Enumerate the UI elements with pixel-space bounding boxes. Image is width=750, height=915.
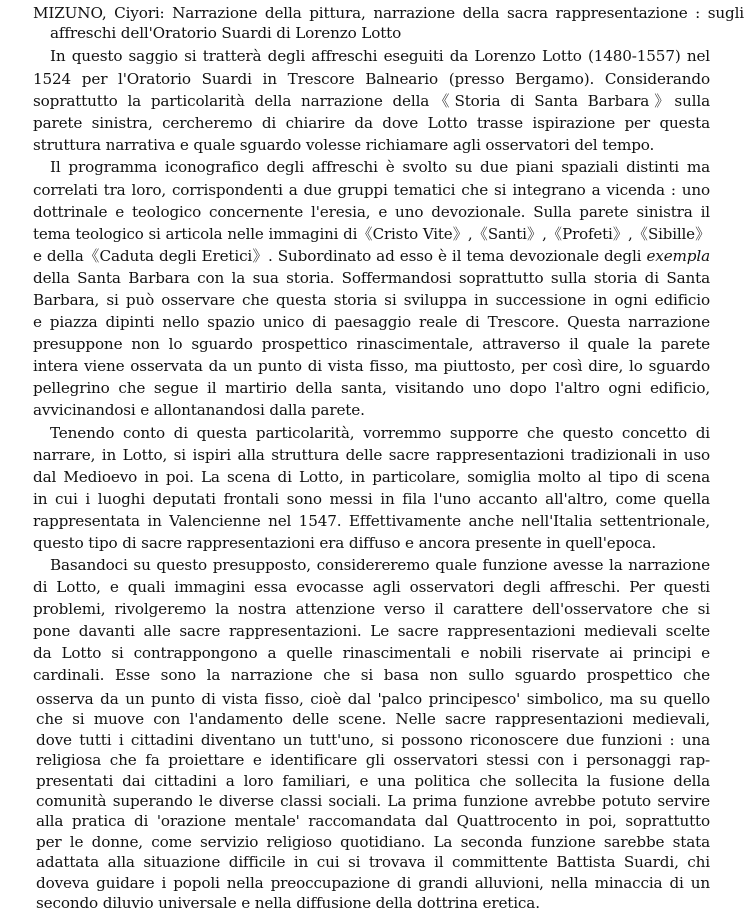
- paragraph-line: adattata alla situazione difficile in cui si trovava il committente Battista Suardi, chi: [36, 853, 710, 871]
- paragraph-line: di Lotto, e quali immagini essa evocasse agli osservatori degli affreschi. Per questi: [33, 578, 710, 596]
- paragraph-line: narrare, in Lotto, si ispiri alla struttura delle sacre rappresentazioni tradizionali in uso: [33, 446, 710, 464]
- paragraph-line: Basandoci su questo presupposto, considereremo quale funzione avesse la narrazione: [50, 556, 710, 574]
- paragraph-line: parete sinistra, cercheremo di chiarire da dove Lotto trasse ispirazione per questa: [33, 114, 710, 132]
- article-title: : Narrazione della pittura, narrazione della sacra rappresentazione : sugli: [159, 4, 744, 22]
- paragraph-line: comunità superando le diverse classi sociali. La prima funzione avrebbe potuto servire: [36, 792, 710, 810]
- paragraph-line: rappresentata in Valencienne nel 1547. Effettivamente anche nell'Italia settentrionale,: [33, 512, 710, 530]
- paragraph-line: doveva guidare i popoli nella preoccupazione di grandi alluvioni, nella minaccia di un: [36, 874, 710, 892]
- paragraph-line: Il programma iconografico degli affreschi è svolto su due piani spaziali distinti ma: [50, 158, 710, 176]
- paragraph-line: [33, 246, 710, 266]
- paragraph-line: in cui i luoghi deputati frontali sono messi in fila l'uno accanto all'altro, come quella: [33, 490, 710, 508]
- paragraph-line: per le donne, come servizio religioso quotidiano. La seconda funzione sarebbe stata: [36, 833, 710, 851]
- paragraph-line: questo tipo di sacre rappresentazioni era diffuso e ancora presente in quell'epoca.: [33, 534, 657, 552]
- paragraph-line: che si muove con l'andamento delle scene. Nelle sacre rappresentazioni medievali,: [36, 710, 710, 728]
- paragraph-line: presentati dai cittadini a loro familiari, e una politica che sollecita la fusione della: [36, 772, 710, 790]
- paragraph-line: correlati tra loro, corrispondenti a due gruppi tematici che si integrano a vicenda : uno: [33, 181, 710, 199]
- paragraph-line: avvicinandosi e allontanandosi dalla parete.: [33, 401, 365, 419]
- paragraph-line: pellegrino che segue il martirio della santa, visitando uno dopo l'altro ogni edificio,: [33, 379, 710, 397]
- paragraph-line: secondo diluvio universale e nella diffusione della dottrina eretica.: [36, 894, 540, 912]
- paragraph-line: da Lotto si contrappongono a quelle rinascimentali e nobili riservate ai principi e: [33, 644, 710, 662]
- paragraph-line: e piazza dipinti nello spazio unico di paesaggio reale di Trescore. Questa narrazione: [33, 313, 710, 331]
- italic-term: exempla: [646, 247, 710, 265]
- paragraph-line: Barbara, si può osservare che questa storia si sviluppa in successione in ogni edificio: [33, 291, 710, 309]
- paragraph-line: problemi, rivolgeremo la nostra attenzione verso il carattere dell'osservatore che si: [33, 600, 710, 618]
- paragraph-line: dove tutti i cittadini diventano un tutt'uno, si possono riconoscere due funzioni : una: [36, 731, 710, 749]
- paragraph-line: dal Medioevo in poi. La scena di Lotto, in particolare, somiglia molto al tipo di scena: [33, 468, 710, 486]
- paragraph-line: alla pratica di 'orazione mentale' raccomandata dal Quattrocento in poi, soprattutto: [36, 812, 710, 830]
- paragraph-line: 1524 per l'Oratorio Suardi in Trescore Balneario (presso Bergamo). Considerando: [33, 70, 710, 88]
- paragraph-line: osserva da un punto di vista fisso, cioè dal 'palco principesco' simbolico, ma su quello: [36, 690, 710, 708]
- paragraph-line: soprattutto la particolarità della narrazione della《Storia di Santa Barbara》sulla: [33, 92, 710, 110]
- article-heading-line-2: affreschi dell'Oratorio Suardi di Lorenzo Lotto: [50, 24, 402, 42]
- paragraph-line: intera viene osservata da un punto di vista fisso, ma piuttosto, per così dire, lo sguardo: [33, 357, 710, 375]
- paragraph-line: dottrinale e teologico concernente l'eresia, e uno devozionale. Sulla parete sinistra il: [33, 203, 710, 221]
- paragraph-line: religiosa che fa proiettare e identificare gli osservatori stessi con i personaggi rap-: [36, 751, 710, 769]
- paragraph-line: Tenendo conto di questa particolarità, vorremmo supporre che questo concetto di: [50, 424, 710, 442]
- paragraph-line: In questo saggio si tratterà degli affreschi eseguiti da Lorenzo Lotto (1480-1557) nel: [50, 47, 710, 65]
- paragraph-line: della Santa Barbara con la sua storia. Soffermandosi soprattutto sulla storia di Santa: [33, 269, 710, 287]
- article-heading-line-1: [33, 3, 744, 23]
- paragraph-line: pone davanti alle sacre rappresentazioni. Le sacre rappresentazioni medievali scelte: [33, 622, 710, 640]
- paragraph-line: cardinali. Esse sono la narrazione che si basa non sullo sguardo prospettico che: [33, 666, 710, 684]
- paragraph-line: tema teologico si articola nelle immagini di《Cristo Vite》,《Santi》,《Profeti》,《Sibille》: [33, 225, 710, 243]
- paragraph-line: struttura narrativa e quale sguardo volesse richiamare agli osservatori del tempo.: [33, 136, 655, 154]
- author-name: MIZUNO, Ciyori: [33, 4, 160, 22]
- paragraph-line: presuppone non lo sguardo prospettico rinascimentale, attraverso il quale la parete: [33, 335, 710, 353]
- paragraph-line-text: e della《Caduta degli Eretici》. Subordinato ad esso è il tema devozionale degli: [33, 247, 642, 265]
